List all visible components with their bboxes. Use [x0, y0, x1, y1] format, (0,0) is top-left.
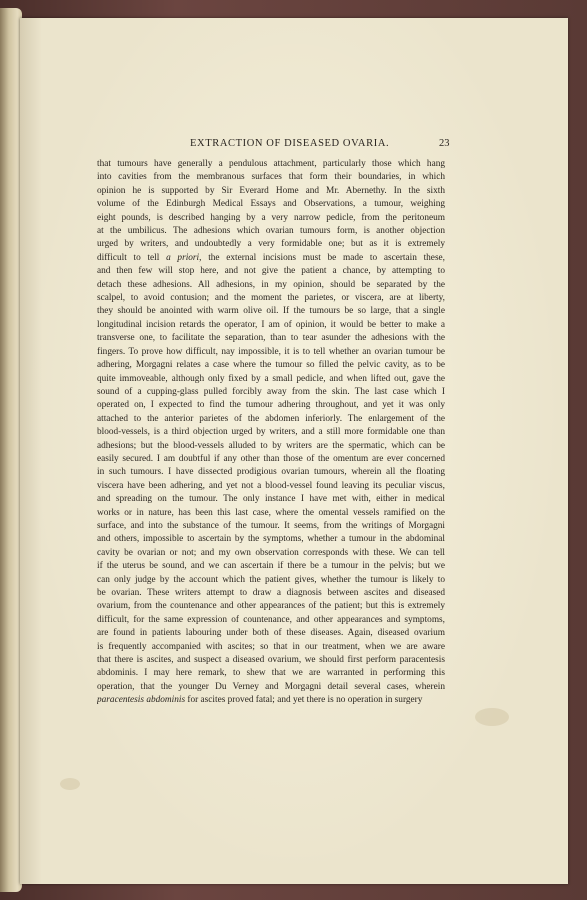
text-line: that tumours have generally a pendulous attachment, particularly those which hang: [97, 159, 445, 169]
paper-stain: [60, 778, 80, 790]
text-line: sound of a cupping-glass pulled forcibly away from the skin. The last case which I: [97, 386, 445, 397]
text-line: if the uterus be sound, and we can ascertain if there be a tumour in the pelvis; but we: [97, 561, 445, 572]
text-line: scalpel, to avoid contusion; and the moment the parietes, or viscera, are at liberty,: [97, 293, 445, 304]
text-line: viscera have been adhering, and yet not a blood-vessel found leaving its peculiar viscus,: [97, 480, 445, 491]
running-head-title: EXTRACTION OF DISEASED OVARIA.: [190, 138, 390, 149]
text-line: transverse one, to facilitate the separation, than to tear asunder the adhesions with the: [97, 333, 445, 344]
text-line: into cavities from the membranous surfaces that form their boundaries, in which: [97, 172, 445, 183]
text-line: fingers. To prove how difficult, nay impossible, it is to tell whether an ovarian tumour be: [97, 346, 445, 357]
text-line: be ovarian. These writers attempt to draw a diagnosis between ascites and diseased: [97, 588, 445, 598]
text-line: opinion he is supported by Sir Everard Home and Mr. Abernethy. In the sixth: [97, 185, 445, 196]
text-line: ovarium, from the countenance and other appearances of the patient; but this is extremely: [97, 601, 445, 612]
text-line: paracentesis abdominis for ascites proved fatal; and yet there is no operation in surgery: [97, 695, 423, 706]
book-page: [20, 18, 568, 884]
text-line: and then few will stop here, and not give the patient a chance, by attempting to: [97, 266, 445, 277]
text-line: they should be anointed with warm olive oil. If the tumours be so large, that a single: [97, 306, 445, 317]
text-line: adhesions; but the blood-vessels alluded to by writers are the spermatic, which can be: [97, 440, 445, 451]
text-line: at the umbilicus. The adhesions which ovarian tumours form, is another objection: [97, 226, 445, 237]
page-number: 23: [439, 138, 450, 149]
italic-phrase: a priori: [166, 252, 200, 263]
text-line: urged by writers, and undoubtedly a very formidable one; but as it is extremely: [97, 239, 445, 250]
text-line: are found in patients labouring under both of these diseases. Again, diseased ovarium: [97, 628, 445, 639]
text-line: in such tumours. I have dissected prodigious ovarian tumours, wherein all the floating: [97, 467, 445, 478]
text-line: and others, impossible to ascertain by the symptoms, whether a tumour in the abdominal: [97, 534, 445, 545]
text-line: is frequently accompanied with ascites; so that in our treatment, when we are aware: [97, 641, 445, 652]
text-line: difficult to tell a priori, the external incisions must be made to ascertain these,: [97, 252, 445, 263]
text-line: operated on, I expected to find the tumour adhering throughout, and yet it was only: [97, 400, 445, 411]
text-line: abdominis. I may here remark, to shew that we are warranted in performing this: [97, 668, 445, 679]
paper-stain: [475, 708, 509, 726]
text-line: easily secured. I am doubtful if any other than those of the omentum are ever concerned: [97, 453, 445, 464]
text-line: that there is ascites, and suspect a diseased ovarium, we should first perform paracentesis: [97, 655, 445, 666]
book-page-edge: [0, 8, 22, 892]
text-line: eight pounds, is described hanging by a very narrow pedicle, from the peritoneum: [97, 212, 445, 223]
text-line: attached to the anterior parietes of the abdomen inferiorly. The enlargement of the: [97, 413, 445, 424]
body-text: [97, 158, 445, 708]
text-line: difficult, for the same expression of countenance, and other appearances and symptoms,: [97, 614, 445, 625]
running-head: [20, 138, 568, 158]
text-line: detach these adhesions. All adhesions, in my opinion, should be separated by the: [97, 279, 445, 290]
text-line: cavity be ovarian or not; and my own observation corresponds with these. We can tell: [97, 547, 445, 558]
text-line: operation, that the younger Du Verney and Morgagni detail several cases, wherein: [97, 681, 445, 692]
text-line: volume of the Edinburgh Medical Essays and Observations, a tumour, weighing: [97, 199, 445, 210]
text-line: and spreading on the tumour. The only instance I have met with, either in medical: [97, 494, 445, 505]
text-line: works or in nature, has been this last case, where the omental vessels ramified on the: [97, 507, 445, 518]
text-line: quite immoveable, although only fixed by a small pedicle, and when lifted out, gave the: [97, 373, 445, 384]
text-line: longitudinal incision retards the operator, I am of opinion, it would be better to make a: [97, 319, 445, 330]
text-line: can only judge by the account which the patient gives, whether the tumour is likely to: [97, 574, 445, 585]
text-line: blood-vessels, is a third objection urged by writers, and a still more formidable one than: [97, 427, 445, 438]
text-line: adhering, Morgagni relates a case where the tumour so filled the pelvic cavity, as to be: [97, 360, 445, 371]
italic-phrase: paracentesis abdominis: [97, 695, 186, 706]
text-line: surface, and into the substance of the tumour. It seems, from the writings of Morgagni: [97, 520, 445, 531]
